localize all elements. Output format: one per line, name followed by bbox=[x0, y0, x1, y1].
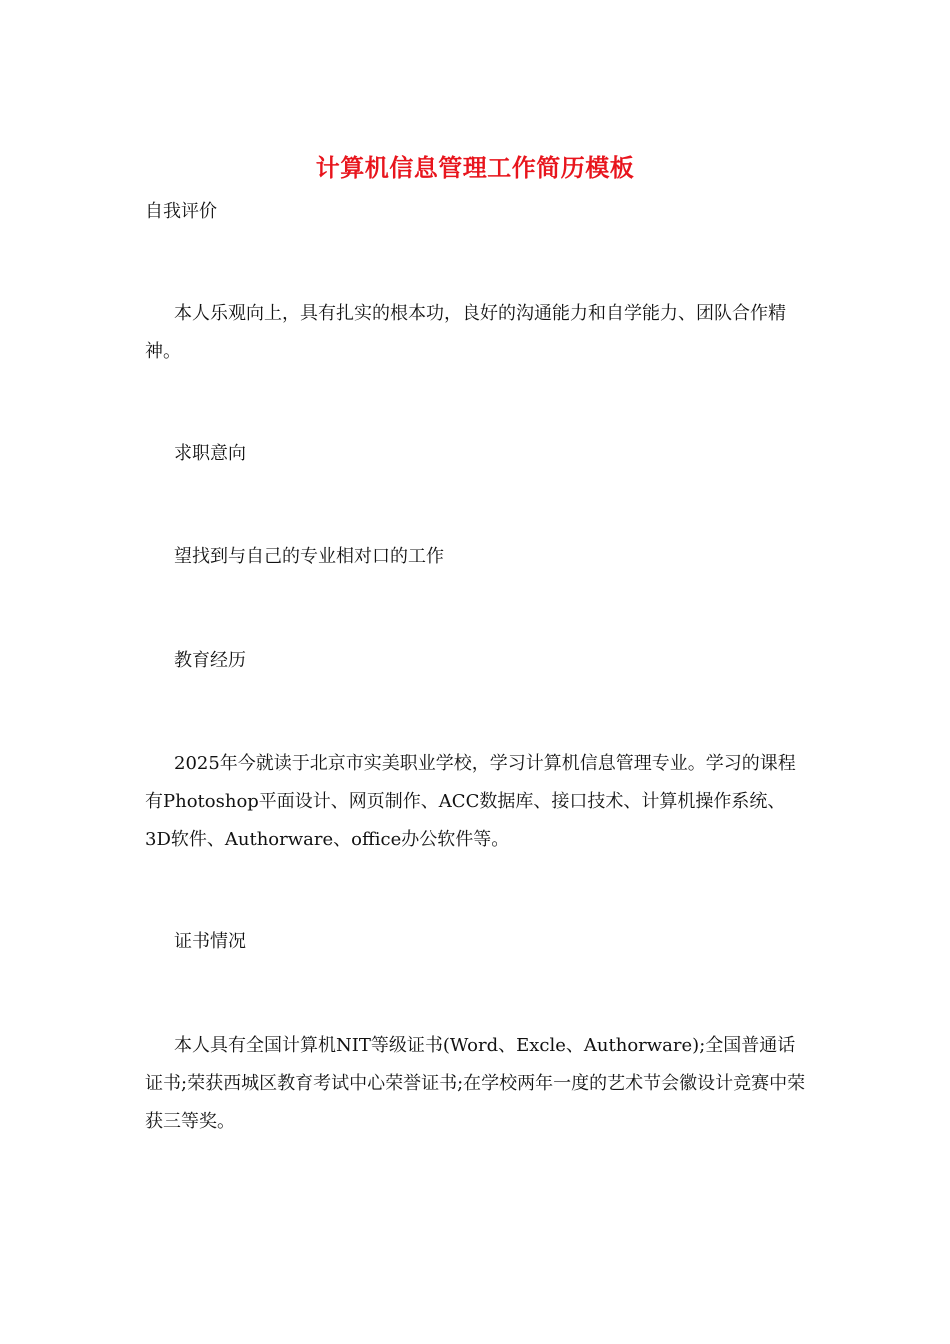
section-heading-job-intention: 求职意向 bbox=[174, 443, 246, 464]
section-heading-education: 教育经历 bbox=[174, 650, 246, 671]
paragraph-self-evaluation: 本人乐观向上，具有扎实的根本功，良好的沟通能力和自学能力、团队合作精神。 bbox=[145, 303, 786, 362]
section-heading-certificates: 证书情况 bbox=[174, 931, 246, 952]
paragraph-education: 2025年今就读于北京市实美职业学校，学习计算机信息管理专业。学习的课程有Photoshop平面设计、网页制作、ACC数据库、接口技术、计算机操作系统、 3D软件、Authorware、office办公软件等。 bbox=[145, 753, 796, 850]
paragraph-job-intention: 望找到与自己的专业相对口的工作 bbox=[174, 546, 444, 567]
document-title: 计算机信息管理工作简历模板 bbox=[315, 154, 635, 182]
section-heading-self-evaluation: 自我评价 bbox=[145, 201, 217, 222]
paragraph-certificates: 本人具有全国计算机NIT等级证书(Word、Excle、Authorware);全国普通话证书;荣获西城区教育考试中心荣誉证书;在学校两年一度的艺术节会徽设计竞赛中荣获三等奖。 bbox=[145, 1035, 806, 1132]
